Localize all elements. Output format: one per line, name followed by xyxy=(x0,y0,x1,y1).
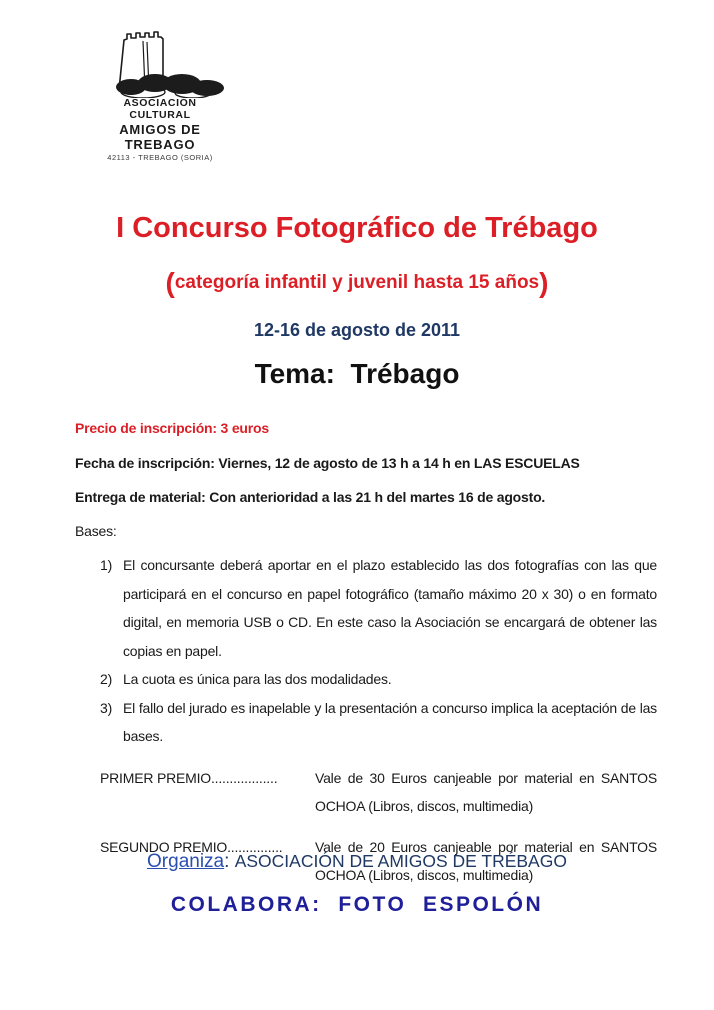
registration-line: Fecha de inscripción: Viernes, 12 de agosto de 13 h a 14 h en LAS ESCUELAS xyxy=(75,455,580,471)
rule-number: 1) xyxy=(100,557,113,573)
subtitle-text: categoría infantil y juvenil hasta 15 años xyxy=(174,272,540,293)
rule-item-3 xyxy=(100,694,657,751)
rule-number: 2) xyxy=(100,671,113,687)
page-title: I Concurso Fotográfico de Trébago xyxy=(116,212,598,244)
prize-text: Vale de 30 Euros canjeable por material en SANTOS OCHOA (Libros, discos, multimedia) xyxy=(315,769,657,814)
rule-text: El concursante deberá aportar en el plazo establecido las dos fotografías con las que participará en el concurso en papel fotográfico (tamaño máximo 20 x 30) o en formato digital, en memoria USB o CD. En este caso la Asociación se encargará de obtener las copias en papel. xyxy=(123,557,657,659)
organiza-label: Organiza xyxy=(147,851,225,872)
subtitle-paren-open: ( xyxy=(165,267,175,298)
prize-row-first xyxy=(100,764,657,821)
association-logo xyxy=(82,26,238,162)
rule-number: 3) xyxy=(100,699,113,716)
rule-text: La cuota es única para las dos modalidades. xyxy=(123,671,392,687)
theme-title: Tema: Trébago xyxy=(254,358,460,389)
rule-item-2 xyxy=(100,665,657,694)
colabora-line: COLABORA: FOTO ESPOLÓN xyxy=(170,893,544,916)
prize-label: PRIMER PREMIO.................. xyxy=(100,769,278,786)
flyer-body xyxy=(75,420,657,890)
subtitle-paren-close: ) xyxy=(539,267,549,298)
organiza-text: ASOCIACIÓN DE AMIGOS DE TRÉBAGO xyxy=(234,851,567,871)
organiza-colon: : xyxy=(224,851,235,872)
price-line: Precio de inscripción: 3 euros xyxy=(75,420,269,436)
prize-label: SEGUNDO PREMIO............... xyxy=(100,838,283,855)
bases-label: Bases: xyxy=(75,523,117,539)
logo-text-amigos: AMIGOS DE TREBAGO xyxy=(119,122,201,152)
material-line: Entrega de material: Con anterioridad a las 21 h del martes 16 de agosto. xyxy=(75,489,546,505)
rule-text: El fallo del jurado es inapelable y la presentación a concurso implica la aceptación de las bases. xyxy=(123,699,657,744)
event-dates: 12-16 de agosto de 2011 xyxy=(253,320,461,340)
organiza-line xyxy=(0,851,714,873)
rule-item-1 xyxy=(100,551,657,665)
rules-list xyxy=(75,551,657,751)
subtitle xyxy=(0,267,714,299)
logo-address: 42113 - TREBAGO (SORIA) xyxy=(107,153,213,162)
prize-text: Vale de 20 Euros canjeable por material en SANTOS OCHOA (Libros, discos, multimedia) xyxy=(315,838,657,883)
castle-tower-icon xyxy=(85,26,235,98)
logo-text-asociacion: ASOCIACION xyxy=(123,97,197,109)
logo-text-cultural: CULTURAL xyxy=(129,108,191,121)
